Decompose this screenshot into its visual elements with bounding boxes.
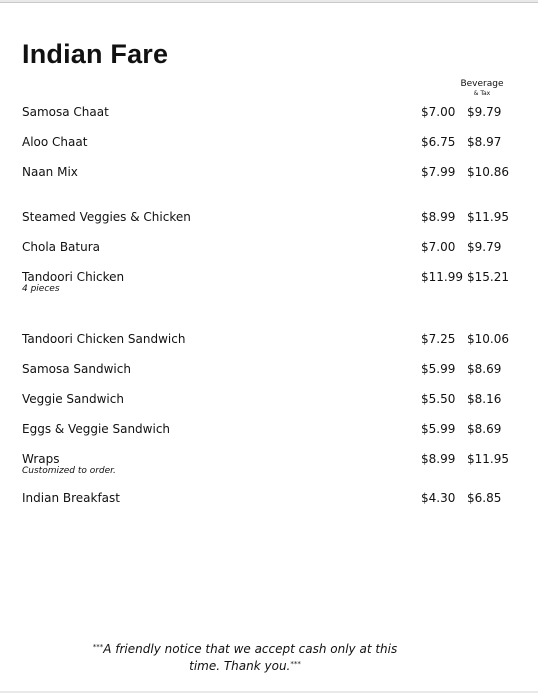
menu-item-name: Veggie Sandwich [22,392,124,406]
menu-item-price-with-tax: $8.69 [467,362,502,376]
cash-only-notice [90,640,400,674]
price-column-header [452,80,512,98]
menu-item-name: Indian Breakfast [22,491,120,505]
menu-item-price-with-tax: $15.21 [467,270,509,284]
menu-item-price: $5.99 [421,422,456,436]
menu-item-price: $5.99 [421,362,456,376]
menu-item-price-with-tax: $11.95 [467,210,509,224]
menu-item-price: $11.99 [421,270,463,284]
column-header-line2: & Tax [473,90,491,97]
notice-text: A friendly notice that we accept cash only at this time. Thank you. [103,642,398,673]
menu-item-price: $4.30 [421,491,456,505]
menu-item-name: Samosa Sandwich [22,362,131,376]
menu-item-price-with-tax: $9.79 [467,240,502,254]
notice-stars-open: *** [92,643,104,651]
menu-item-price-with-tax: $11.95 [467,452,509,466]
menu-item-price-with-tax: $9.79 [467,105,502,119]
menu-item-price: $7.00 [421,240,456,254]
menu-item-price-with-tax: $10.86 [467,165,509,179]
menu-item-name: Wraps Customized to order. [22,452,116,476]
menu-item-price: $8.99 [421,452,456,466]
menu-item-note: 4 pieces [22,284,60,294]
menu-page [0,2,538,691]
menu-item-price: $7.00 [421,105,456,119]
menu-item-price-with-tax: $8.69 [467,422,502,436]
menu-item-price: $5.50 [421,392,456,406]
menu-item-price-with-tax: $8.16 [467,392,502,406]
menu-item-price: $7.99 [421,165,456,179]
menu-item-name: Tandoori Chicken 4 pieces [22,270,125,294]
menu-item-price: $6.75 [421,135,456,149]
menu-item-name: Tandoori Chicken Sandwich [22,332,186,346]
column-header-line1: Beverage [460,79,504,89]
menu-item-note: Customized to order. [22,466,116,476]
menu-item-name: Naan Mix [22,165,78,179]
menu-item-price: $8.99 [421,210,456,224]
menu-title: Indian Fare [22,39,169,69]
menu-item-price-with-tax: $6.85 [467,491,502,505]
menu-item-name: Eggs & Veggie Sandwich [22,422,171,436]
menu-item-price: $7.25 [421,332,456,346]
menu-item-price-with-tax: $10.06 [467,332,509,346]
menu-item-name: Samosa Chaat [22,105,109,119]
menu-item-price-with-tax: $8.97 [467,135,502,149]
menu-item-name: Aloo Chaat [22,135,88,149]
notice-stars-close: *** [290,660,301,668]
menu-item-name: Chola Batura [22,240,101,254]
menu-item-name: Steamed Veggies & Chicken [22,210,191,224]
